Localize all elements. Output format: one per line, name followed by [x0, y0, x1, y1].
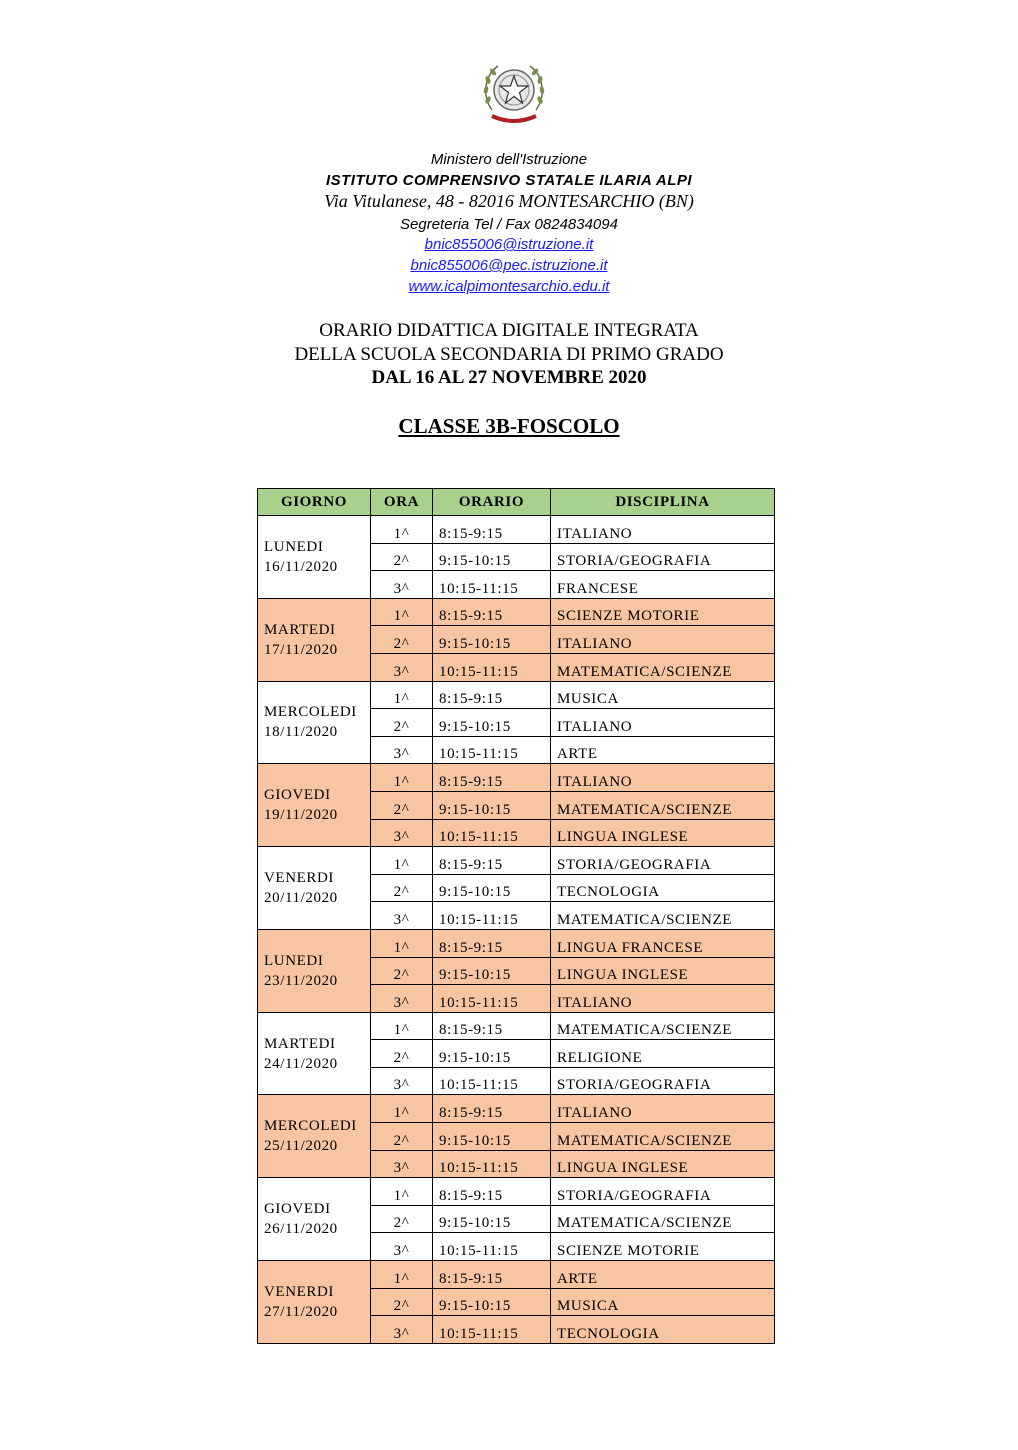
disciplina-cell: MATEMATICA/SCIENZE: [551, 902, 775, 930]
orario-cell: 9:15-10:15: [433, 543, 551, 571]
doc-title-line1: ORARIO DIDATTICA DIGITALE INTEGRATA: [319, 320, 699, 341]
ora-cell: 2^: [371, 1205, 433, 1233]
disciplina-cell: TECNOLOGIA: [551, 1316, 775, 1344]
orario-cell: 8:15-9:15: [433, 1095, 551, 1123]
email-link[interactable]: bnic855006@istruzione.it: [424, 236, 594, 253]
ora-cell: 2^: [371, 709, 433, 737]
doc-title-dates: DAL 16 AL 27 NOVEMBRE 2020: [371, 367, 647, 388]
ora-cell: 3^: [371, 819, 433, 847]
disciplina-cell: ITALIANO: [551, 1095, 775, 1123]
column-header: ORA: [371, 489, 433, 516]
day-cell: [258, 1095, 371, 1178]
disciplina-cell: MATEMATICA/SCIENZE: [551, 1205, 775, 1233]
day-name: LUNEDI: [264, 538, 324, 555]
orario-cell: 8:15-9:15: [433, 681, 551, 709]
ora-cell: 1^: [371, 1095, 433, 1123]
day-name: LUNEDI: [264, 952, 324, 969]
orario-cell: 8:15-9:15: [433, 929, 551, 957]
day-name: VENERDI: [264, 870, 335, 887]
orario-cell: 10:15-11:15: [433, 1233, 551, 1261]
orario-cell: 9:15-10:15: [433, 957, 551, 985]
disciplina-cell: TECNOLOGIA: [551, 874, 775, 902]
ora-cell: 2^: [371, 543, 433, 571]
ora-cell: 2^: [371, 1288, 433, 1316]
ora-cell: 3^: [371, 653, 433, 681]
disciplina-cell: ITALIANO: [551, 709, 775, 737]
table-row: [258, 1095, 775, 1123]
disciplina-cell: MATEMATICA/SCIENZE: [551, 791, 775, 819]
day-date: 27/11/2020: [264, 1303, 338, 1320]
ora-cell: 1^: [371, 929, 433, 957]
disciplina-cell: STORIA/GEOGRAFIA: [551, 543, 775, 571]
doc-title-line2: DELLA SCUOLA SECONDARIA DI PRIMO GRADO: [294, 344, 724, 365]
day-date: 24/11/2020: [264, 1055, 338, 1072]
day-cell: [258, 598, 371, 681]
orario-cell: 8:15-9:15: [433, 516, 551, 544]
ora-cell: 3^: [371, 1316, 433, 1344]
day-name: VENERDI: [264, 1283, 335, 1300]
orario-cell: 8:15-9:15: [433, 764, 551, 792]
disciplina-cell: MUSICA: [551, 1288, 775, 1316]
disciplina-cell: LINGUA FRANCESE: [551, 929, 775, 957]
table-row: [258, 1261, 775, 1289]
day-name: MARTEDI: [264, 1035, 336, 1052]
table-row: [258, 598, 775, 626]
orario-cell: 9:15-10:15: [433, 791, 551, 819]
day-cell: [258, 929, 371, 1012]
day-cell: [258, 847, 371, 930]
day-name: GIOVEDI: [264, 1201, 331, 1218]
column-header: GIORNO: [258, 489, 371, 516]
disciplina-cell: MUSICA: [551, 681, 775, 709]
day-cell: [258, 681, 371, 764]
day-name: GIOVEDI: [264, 787, 331, 804]
day-cell: [258, 1178, 371, 1261]
day-date: 20/11/2020: [264, 890, 338, 907]
day-name: MERCOLEDI: [264, 1118, 357, 1135]
ora-cell: 3^: [371, 985, 433, 1013]
orario-cell: 10:15-11:15: [433, 1316, 551, 1344]
ora-cell: 3^: [371, 902, 433, 930]
orario-cell: 10:15-11:15: [433, 902, 551, 930]
ora-cell: 2^: [371, 791, 433, 819]
disciplina-cell: ARTE: [551, 736, 775, 764]
italian-republic-emblem-icon: [478, 56, 550, 128]
ora-cell: 1^: [371, 516, 433, 544]
disciplina-cell: SCIENZE MOTORIE: [551, 598, 775, 626]
ora-cell: 1^: [371, 1012, 433, 1040]
table-row: [258, 929, 775, 957]
orario-cell: 10:15-11:15: [433, 819, 551, 847]
orario-cell: 8:15-9:15: [433, 598, 551, 626]
disciplina-cell: STORIA/GEOGRAFIA: [551, 1067, 775, 1095]
ora-cell: 3^: [371, 1067, 433, 1095]
orario-cell: 9:15-10:15: [433, 874, 551, 902]
disciplina-cell: LINGUA INGLESE: [551, 957, 775, 985]
disciplina-cell: RELIGIONE: [551, 1040, 775, 1068]
class-title: CLASSE 3B-FOSCOLO: [398, 414, 620, 438]
ora-cell: 1^: [371, 1178, 433, 1206]
ministry-name: Ministero dell'Istruzione: [430, 151, 588, 168]
day-date: 26/11/2020: [264, 1221, 338, 1238]
ora-cell: 1^: [371, 1261, 433, 1289]
ora-cell: 2^: [371, 1123, 433, 1151]
ora-cell: 2^: [371, 1040, 433, 1068]
orario-cell: 10:15-11:15: [433, 736, 551, 764]
orario-cell: 10:15-11:15: [433, 653, 551, 681]
school-address: Via Vitulanese, 48 - 82016 MONTESARCHIO (BN): [324, 191, 694, 211]
pec-email-link[interactable]: bnic855006@pec.istruzione.it: [410, 257, 608, 274]
day-date: 16/11/2020: [264, 558, 338, 575]
disciplina-cell: ARTE: [551, 1261, 775, 1289]
table-row: [258, 1012, 775, 1040]
day-cell: [258, 764, 371, 847]
orario-cell: 9:15-10:15: [433, 1288, 551, 1316]
disciplina-cell: LINGUA INGLESE: [551, 819, 775, 847]
ora-cell: 1^: [371, 598, 433, 626]
disciplina-cell: MATEMATICA/SCIENZE: [551, 1012, 775, 1040]
ora-cell: 1^: [371, 847, 433, 875]
schedule-table: [257, 488, 775, 1344]
day-date: 17/11/2020: [264, 641, 338, 658]
table-row: [258, 516, 775, 544]
disciplina-cell: SCIENZE MOTORIE: [551, 1233, 775, 1261]
table-row: [258, 681, 775, 709]
disciplina-cell: ITALIANO: [551, 985, 775, 1013]
ora-cell: 3^: [371, 571, 433, 599]
orario-cell: 10:15-11:15: [433, 1067, 551, 1095]
ora-cell: 2^: [371, 626, 433, 654]
ora-cell: 3^: [371, 1150, 433, 1178]
disciplina-cell: ITALIANO: [551, 516, 775, 544]
orario-cell: 9:15-10:15: [433, 1205, 551, 1233]
orario-cell: 10:15-11:15: [433, 571, 551, 599]
day-date: 25/11/2020: [264, 1138, 338, 1155]
schedule-body: [258, 516, 775, 1344]
ora-cell: 1^: [371, 681, 433, 709]
disciplina-cell: FRANCESE: [551, 571, 775, 599]
orario-cell: 9:15-10:15: [433, 626, 551, 654]
orario-cell: 9:15-10:15: [433, 1123, 551, 1151]
ora-cell: 3^: [371, 736, 433, 764]
day-date: 18/11/2020: [264, 724, 338, 741]
day-name: MERCOLEDI: [264, 704, 357, 721]
disciplina-cell: MATEMATICA/SCIENZE: [551, 653, 775, 681]
orario-cell: 8:15-9:15: [433, 1012, 551, 1040]
school-name: ISTITUTO COMPRENSIVO STATALE ILARIA ALPI: [325, 172, 693, 189]
day-date: 19/11/2020: [264, 807, 338, 824]
day-name: MARTEDI: [264, 621, 336, 638]
orario-cell: 10:15-11:15: [433, 1150, 551, 1178]
disciplina-cell: ITALIANO: [551, 764, 775, 792]
column-header: ORARIO: [433, 489, 551, 516]
orario-cell: 9:15-10:15: [433, 709, 551, 737]
ora-cell: 1^: [371, 764, 433, 792]
disciplina-cell: STORIA/GEOGRAFIA: [551, 847, 775, 875]
school-phone: Segreteria Tel / Fax 0824834094: [400, 216, 618, 233]
orario-cell: 8:15-9:15: [433, 1178, 551, 1206]
table-row: [258, 847, 775, 875]
table-header-row: [258, 489, 775, 516]
orario-cell: 8:15-9:15: [433, 847, 551, 875]
day-cell: [258, 1261, 371, 1344]
disciplina-cell: ITALIANO: [551, 626, 775, 654]
disciplina-cell: LINGUA INGLESE: [551, 1150, 775, 1178]
day-cell: [258, 516, 371, 599]
orario-cell: 10:15-11:15: [433, 985, 551, 1013]
disciplina-cell: STORIA/GEOGRAFIA: [551, 1178, 775, 1206]
orario-cell: 8:15-9:15: [433, 1261, 551, 1289]
ora-cell: 3^: [371, 1233, 433, 1261]
day-date: 23/11/2020: [264, 972, 338, 989]
website-link[interactable]: www.icalpimontesarchio.edu.it: [408, 278, 610, 295]
table-row: [258, 764, 775, 792]
ora-cell: 2^: [371, 957, 433, 985]
table-row: [258, 1178, 775, 1206]
orario-cell: 9:15-10:15: [433, 1040, 551, 1068]
disciplina-cell: MATEMATICA/SCIENZE: [551, 1123, 775, 1151]
day-cell: [258, 1012, 371, 1095]
ora-cell: 2^: [371, 874, 433, 902]
column-header: DISCIPLINA: [551, 489, 775, 516]
